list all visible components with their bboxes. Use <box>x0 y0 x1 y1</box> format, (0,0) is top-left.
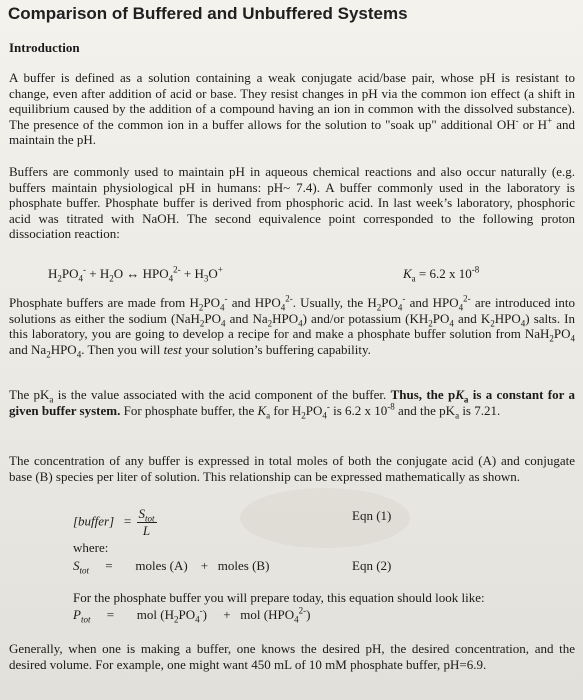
text-run: Buffers are commonly used to maintain pH in aqueous chemical reactions and also occur naturally (e.g. buffers maintain physiological pH in humans: pH~ 7.4). A buffer commonly used in the laboratory is phosphate buffer. Phosphate buffer is derived from phosphoric acid. In last week’s laboratory, phosphoric acid was titrated with NaOH. The second equivalence point corresponded to the following proton dissociation reaction: <box>9 164 575 242</box>
text-run: - <box>515 115 519 126</box>
text-run: PO <box>204 310 221 326</box>
text-run: A buffer is defined as a solution containing a weak conjugate acid/base pair, whose pH is resistant to change, even after addition of acid or base. They resist changes in pH via the common ion effect (a shift in equilibrium caused by the addition of a compound having an ion in common with the dissolved substance). The presence of the common ion in a buffer allows for the solution to "soak up" additional OH <box>9 70 575 132</box>
text-run: 2- <box>463 293 471 304</box>
text-run: and the pK <box>394 402 456 418</box>
text-run: tot <box>80 614 91 625</box>
text-run: PO <box>178 607 196 622</box>
text-run: and maintain the pH. <box>9 116 576 148</box>
text-run: is 6.2 x 10 <box>329 402 388 418</box>
text-run: . Usually, the H <box>292 295 377 310</box>
document-title: Comparison of Buffered and Unbuffered Systems <box>8 4 408 23</box>
text-run: ) and/or potassium (KH <box>302 310 429 326</box>
text-run: ) + mol (HPO <box>202 607 295 622</box>
text-run: 2- <box>285 293 293 304</box>
text-run: 4 <box>322 410 327 421</box>
text-run: + <box>547 115 553 126</box>
eqn1-fraction <box>137 506 157 539</box>
text-run: - <box>326 401 330 412</box>
text-run: 2 <box>549 333 554 344</box>
text-run: 4 <box>520 318 526 329</box>
text-run: and Na <box>9 341 47 357</box>
text-run: a <box>455 410 460 421</box>
paragraph-buffer-definition <box>9 70 575 148</box>
text-run: 2 <box>109 273 114 284</box>
text-run: 4 <box>449 318 454 329</box>
text-run: PO <box>203 295 220 310</box>
eqn1-label: Eqn (1) <box>352 508 392 523</box>
text-run: a <box>463 394 469 405</box>
text-run: 2 <box>267 318 273 329</box>
eqn1-lhs: [buffer] <box>73 513 115 529</box>
text-run: are introduced into solutions as either the sodium (NaH <box>9 295 575 326</box>
text-run: 4 <box>280 302 286 313</box>
text-run: H <box>48 266 58 281</box>
paragraph-buffer-uses <box>9 164 575 242</box>
text-run: 4 <box>298 318 303 329</box>
text-run: ) salts. In this laboratory, you are going to develop a recipe for and make a phosphate buffer solution from NaH <box>9 310 575 342</box>
text-run: -8 <box>387 401 395 412</box>
text-run: O <box>208 266 218 281</box>
text-run: PO <box>553 326 571 342</box>
text-run: The pK <box>9 387 50 402</box>
text-run: and Na <box>225 310 268 326</box>
text-run: Generally, when one is making a buffer, one knows the desired pH, the desired concentration, and the desired volume. For example, one might want 450 mL of 10 mM phosphate buffer, pH=6.9. <box>9 641 575 672</box>
eqn1-equals: = <box>123 513 132 529</box>
text-run: is 7.21. <box>459 402 501 418</box>
text-run: 4 <box>570 333 575 344</box>
ka-expression <box>403 266 479 282</box>
text-run: 2- <box>298 605 307 616</box>
paragraph-example <box>9 641 575 672</box>
ptot-equation <box>73 607 310 623</box>
text-run: 4 <box>397 302 403 313</box>
text-run: is the value associated with the acid component of the buffer. <box>53 387 391 402</box>
text-run: 2 <box>428 318 433 329</box>
text-run: 2- <box>173 264 181 275</box>
text-run: . Then you will <box>81 341 164 357</box>
equation-1 <box>73 506 157 539</box>
text-run: 4 <box>168 273 174 284</box>
text-run: 2 <box>57 273 62 284</box>
text-run: tot <box>79 565 90 576</box>
text-run: O ↔ HPO <box>113 266 169 281</box>
text-run: - <box>199 605 203 616</box>
text-run: K <box>455 387 464 402</box>
text-run: 4 <box>294 614 299 625</box>
text-run: 2 <box>174 614 179 625</box>
phosphate-equation-intro: For the phosphate buffer you will prepare today, this equation should look like: <box>73 590 485 605</box>
text-run: K <box>403 266 412 281</box>
eqn2-label: Eqn (2) <box>352 558 392 573</box>
text-run: = mol (H <box>90 607 174 622</box>
text-run: 2 <box>199 318 205 329</box>
equation-2 <box>73 558 269 574</box>
text-run: = 6.2 x 10 <box>415 266 472 281</box>
text-run: 2 <box>301 410 306 421</box>
text-run: P <box>73 607 81 622</box>
text-run: - <box>224 293 228 304</box>
text-run: and HPO <box>227 295 281 310</box>
text-run: PO <box>305 402 323 418</box>
text-run: The concentration of any buffer is expressed in total moles of both the conjugate acid (A) and conjugate base (B) species per liter of solution. This relationship can be expressed mathematically as shown. <box>9 453 575 484</box>
text-run: PO <box>432 310 450 326</box>
eqn1-numerator: S <box>138 506 146 521</box>
text-run: HPO <box>50 341 77 357</box>
text-run: 4 <box>221 318 226 329</box>
text-run: 3 <box>203 273 209 284</box>
text-run: 4 <box>458 302 464 313</box>
text-run: your solution’s buffering capability. <box>181 341 371 357</box>
text-run: test <box>163 341 182 357</box>
text-run: 2 <box>376 302 382 313</box>
text-run: + H <box>180 266 204 281</box>
text-run: 4 <box>78 273 84 284</box>
text-run: = moles (A) + moles (B) <box>89 558 270 573</box>
text-run: 2 <box>490 318 495 329</box>
text-run: a <box>411 273 416 284</box>
text-run: for H <box>270 402 302 418</box>
eqn1-numerator-sub: tot <box>145 513 155 524</box>
text-run: + <box>217 264 223 275</box>
text-run: HPO <box>272 310 299 326</box>
text-run: -8 <box>471 264 480 275</box>
where-label: where: <box>73 540 109 555</box>
text-run: and HPO <box>405 295 459 310</box>
paragraph-pka <box>9 387 575 421</box>
text-run: Phosphate buffers are made from H <box>9 295 199 310</box>
text-run: ) <box>306 607 311 622</box>
text-run: Thus, the p <box>390 387 456 402</box>
eqn1-denominator: L <box>142 523 151 538</box>
paragraph-concentration <box>9 453 575 484</box>
text-run: PO <box>381 295 398 310</box>
introduction-heading: Introduction <box>9 40 80 55</box>
text-run: 4 <box>76 349 82 360</box>
text-run: For phosphate buffer, the <box>120 402 258 418</box>
text-run: - <box>402 293 406 304</box>
text-run: 4 <box>195 614 200 625</box>
text-run: or H <box>518 116 548 132</box>
text-run: - <box>83 264 87 275</box>
text-run: HPO <box>494 310 521 326</box>
text-run: a <box>266 410 271 421</box>
text-run: + H <box>86 266 110 281</box>
text-run: 2 <box>198 302 204 313</box>
text-run: 2 <box>46 349 51 360</box>
text-run: is a constant for a given buffer system. <box>9 387 575 418</box>
text-run: PO <box>61 266 79 281</box>
text-run: 4 <box>219 302 225 313</box>
text-run: and K <box>453 310 491 326</box>
dissociation-reaction <box>48 266 223 282</box>
paragraph-phosphate-buffers <box>9 293 575 360</box>
text-run: S <box>73 558 80 573</box>
text-run: a <box>49 394 54 405</box>
text-run: K <box>257 402 267 418</box>
